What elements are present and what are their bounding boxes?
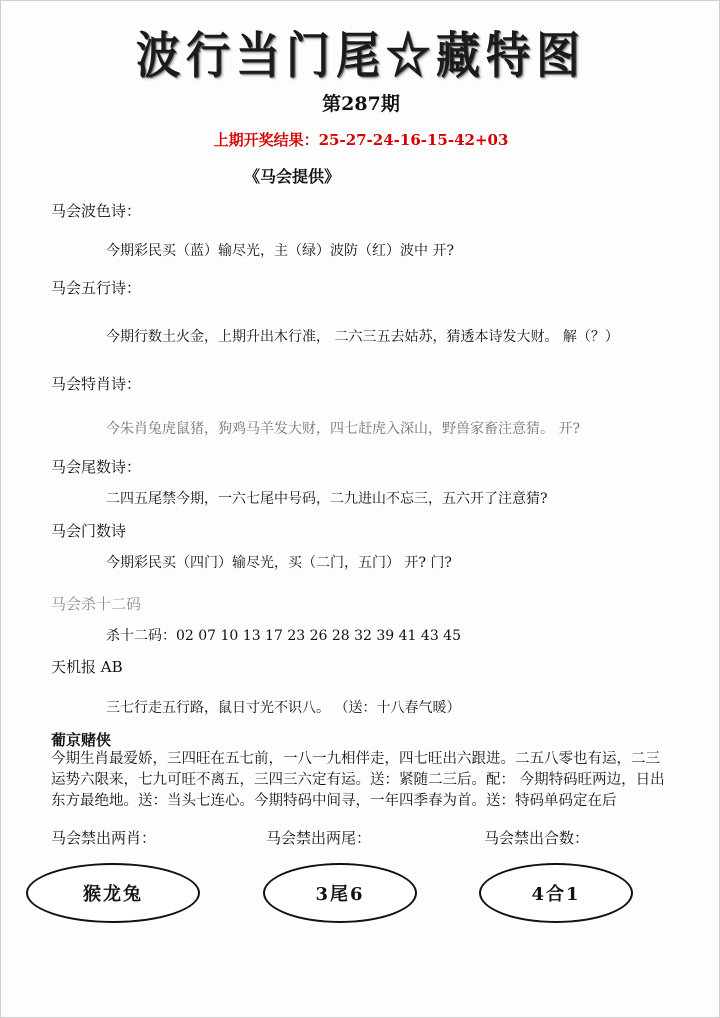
bottom-value-zodiac: 猴龙兔 — [26, 863, 200, 923]
page-title: 波行当门尾☆藏特图 — [136, 27, 586, 85]
section-body-tianji-ab: 三七行走五行路，鼠日寸光不识八。 （送：十八春气暖） — [106, 700, 461, 716]
section-head-wave-color: 马会波色诗： — [51, 202, 142, 220]
issue-number: 第287期 — [322, 93, 400, 115]
section-body-door-number: 今期彩民买（四门）输尽光，买（二门，五门） 开? 门? — [106, 555, 452, 571]
section-head-tail-number: 马会尾数诗： — [51, 458, 142, 476]
section-body-kill-twelve: 杀十二码：02 07 10 13 17 23 26 28 32 39 41 43 45 — [106, 628, 461, 644]
bottom-label-zodiac: 马会禁出两肖： — [51, 829, 157, 847]
bottom-label-tail: 马会禁出两尾： — [266, 829, 372, 847]
bottom-value-tail: 3尾6 — [263, 863, 417, 923]
section-body-tail-number: 二四五尾禁今期，一六七尾中号码，二九进山不忘三，五六开了注意猜? — [106, 491, 548, 507]
provider-line: 《马会提供》 — [244, 167, 341, 186]
section-body-special-zodiac: 今朱肖兔虎鼠猪，狗鸡马羊发大财，四七赶虎入深山，野兽家畜注意猜。 开? — [106, 421, 580, 437]
bottom-value-sum: 4合1 — [479, 863, 633, 923]
bottom-label-sum: 马会禁出合数： — [484, 829, 590, 847]
section-head-door-number: 马会门数诗 — [51, 522, 127, 540]
section-body-wave-color: 今期彩民买（蓝）输尽光，主（绿）波防（红）波中 开? — [106, 243, 454, 259]
last-draw-label: 上期开奖结果： — [213, 131, 319, 149]
section-head-tianji-ab: 天机报 AB — [51, 658, 123, 676]
section-head-five-elements: 马会五行诗： — [51, 279, 142, 297]
section-head-kill-twelve: 马会杀十二码 — [51, 595, 142, 613]
section-body-five-elements: 今期行数土火金，上期升出木行准， 二六三五去姑苏，猜透本诗发大财。 解（？） — [106, 329, 619, 345]
section-head-special-zodiac: 马会特肖诗： — [51, 375, 142, 393]
paragraph-title: 葡京赌侠 — [51, 731, 112, 749]
paragraph-text: 今期生肖最爱娇，三四旺在五七前，一八一九相伴走，四七旺出六跟进。二五八零也有运，二三运势六限来，七九可旺不离五，三四三六定有运。送：紧随二三后。配： 今期特码旺两边，日出东方最绝地。送：当头七连心。今期特码中间寻，一年四季春为首。送：特码单码定在后 — [51, 751, 665, 809]
last-draw-result — [1, 129, 720, 150]
last-draw-numbers: 25-27-24-16-15-42+03 — [318, 131, 509, 149]
